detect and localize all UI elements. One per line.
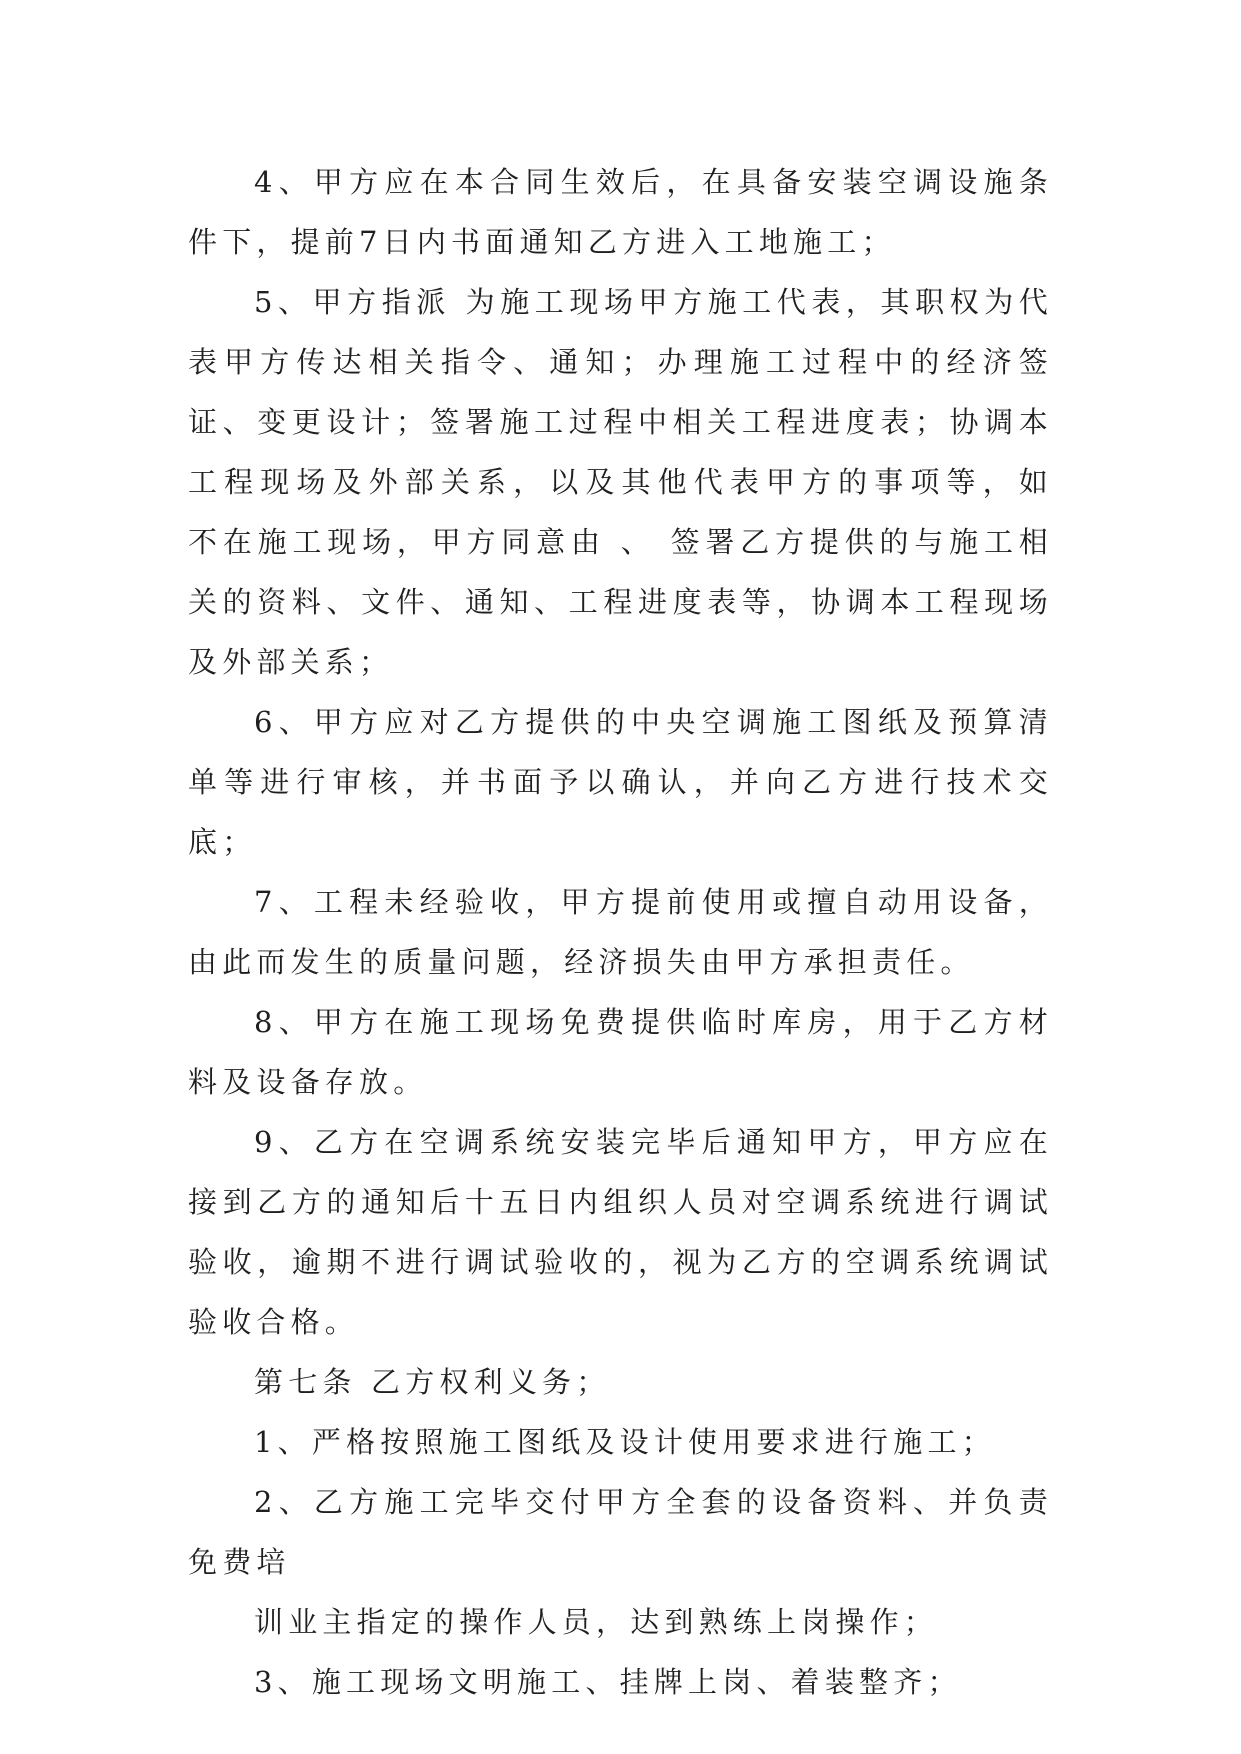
item-1: 1、严格按照施工图纸及设计使用要求进行施工； xyxy=(254,1425,996,1459)
paragraph-7: 7、工程未经验收，甲方提前使用或擅自动用设备，由此而发生的质量问题，经济损失由甲方承担责任。 xyxy=(188,885,1053,979)
section-heading: 第七条 乙方权利义务； xyxy=(254,1365,611,1399)
item-2-continuation: 训业主指定的操作人员，达到熟练上岗操作； xyxy=(254,1605,939,1639)
item-3: 3、施工现场文明施工、挂牌上岗、着装整齐； xyxy=(254,1665,962,1699)
paragraph-4: 4、甲方应在本合同生效后，在具备安装空调设施条件下，提前7日内书面通知乙方进入工地施工； xyxy=(188,165,1053,259)
paragraph-8: 8、甲方在施工现场免费提供临时库房，用于乙方材料及设备存放。 xyxy=(188,1005,1053,1099)
paragraph-6: 6、甲方应对乙方提供的中央空调施工图纸及预算清单等进行审核，并书面予以确认，并向乙方进行技术交底； xyxy=(188,705,1053,859)
paragraph-9: 9、乙方在空调系统安装完毕后通知甲方，甲方应在接到乙方的通知后十五日内组织人员对空调系统进行调试验收，逾期不进行调试验收的，视为乙方的空调系统调试验收合格。 xyxy=(188,1125,1053,1339)
paragraph-5: 5、甲方指派 为施工现场甲方施工代表，其职权为代表甲方传达相关指令、通知；办理施工过程中的经济签证、变更设计；签署施工过程中相关工程进度表；协调本工程现场及外部关系，以及其他代表甲方的事项等，如 不在施工现场，甲方同意由 、 签署乙方提供的与施工相关的资料、文件、通知、工程进度表等，协调本工程现场及外部关系； xyxy=(188,285,1053,679)
item-2: 2、乙方施工完毕交付甲方全套的设备资料、并负责免费培 xyxy=(188,1485,1053,1579)
document-body xyxy=(188,152,1053,1712)
